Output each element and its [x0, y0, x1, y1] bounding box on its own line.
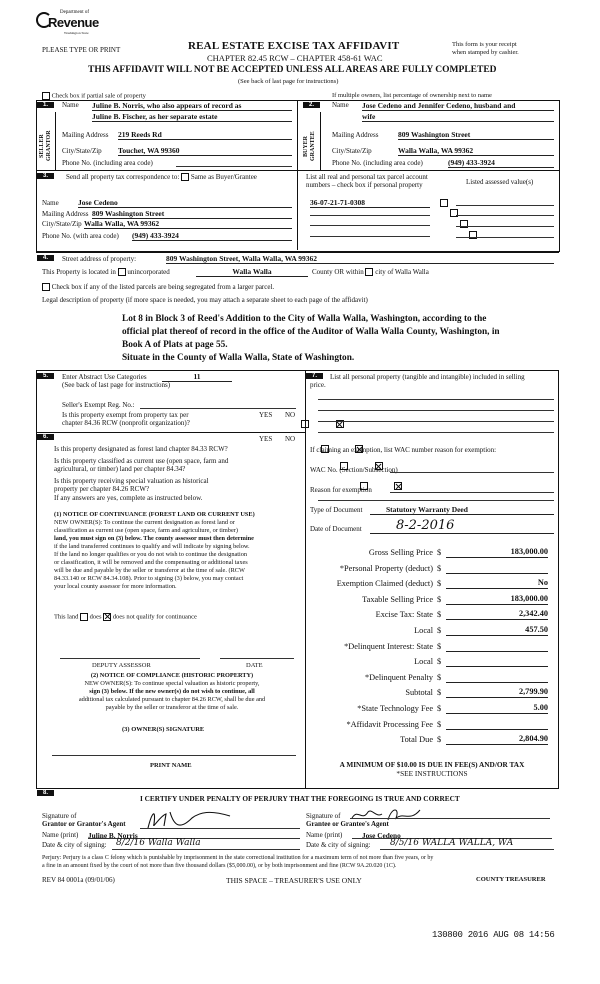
grantor-date-city: 8/2/16 Walla Walla: [116, 838, 201, 848]
legal-description: Lot 8 in Block 3 of Reed's Addition to the City of Walla Walla, Washington, according to the official plat thereof of record in the office of the Auditor of Walla Walla County, Washington, in Book A of Plats at page 55. Situate in the County of Walla Walla, State of Washington.: [122, 314, 500, 363]
tax-row-currency: $: [437, 641, 442, 651]
tax-row-value: 183,000.00: [446, 594, 548, 605]
parcel-2-personal-checkbox[interactable]: [450, 209, 458, 217]
form-number: REV 84 0001a (09/01/06): [42, 876, 115, 884]
grantee-date-city: 8/5/16 WALLA WALLA, WA: [390, 838, 514, 848]
section-6-number: 6.: [37, 434, 54, 440]
tax-row-value: [446, 563, 548, 574]
tax-row-value: No: [446, 578, 548, 589]
tax-row-value: 2,804.90: [446, 734, 548, 745]
tax-row-currency: $: [437, 703, 442, 713]
tax-row-value: [446, 719, 548, 730]
tax-row-label: Exemption Claimed (deduct): [336, 579, 433, 589]
tax-row-currency: $: [437, 625, 442, 635]
parcel-number: 36-07-21-71-0308: [310, 198, 430, 208]
tax-row: [306, 546, 556, 562]
nonprofit-yes-checkbox[interactable]: [301, 420, 309, 428]
tax-row-currency: $: [437, 719, 442, 729]
seller-side-label: SELLER GRANTOR: [39, 130, 52, 162]
tax-row-label: Gross Selling Price: [368, 548, 433, 557]
corr-phone: (949) 433-3924: [132, 231, 292, 241]
tax-row-currency: $: [437, 563, 442, 573]
section-5-number: 5.: [37, 373, 54, 379]
tax-row-currency: $: [437, 657, 442, 667]
grantee-signature: [348, 804, 428, 826]
document-date: 8-2-2016: [370, 518, 554, 534]
partial-sale-checkbox[interactable]: [42, 92, 50, 100]
tax-row-label: Subtotal: [405, 688, 433, 698]
tax-row: [306, 562, 556, 578]
tax-row-currency: $: [437, 579, 442, 589]
property-county: Walla Walla: [196, 267, 308, 277]
tax-row-label: *Delinquent Penalty: [365, 672, 433, 682]
section-7-number: 7.: [306, 373, 323, 379]
grantor-printed-name: Juline B. Norris: [88, 831, 138, 840]
tax-row-label: *Affidavit Processing Fee: [346, 719, 433, 729]
tax-row-value: 5.00: [446, 703, 548, 714]
perjury-notice: Perjury: Perjury is a class C felony which is punishable by imprisonment in the state correctional institution for a maximum term of not more than five years, or by a fine in an amount fixed by the court of not more than five thousand dollars ($5,000.00), or by both imprisonment and fine (RCW 9A.20.020 (1C).: [42, 855, 434, 869]
does-not-qualify-checkbox[interactable]: [103, 613, 111, 621]
tax-row-value: [446, 672, 548, 683]
seller-mailing: 219 Reeds Rd: [118, 130, 292, 140]
corr-city: Walla Walla, WA 99362: [84, 219, 292, 229]
buyer-phone: (949) 433-3924: [448, 158, 554, 168]
tax-row: [306, 593, 556, 609]
tax-row-value: [446, 641, 548, 652]
tax-row-value: 457.50: [446, 625, 548, 636]
tax-row-currency: $: [437, 610, 442, 620]
property-street: 809 Washington Street, Walla Walla, WA 99362: [166, 254, 554, 264]
tax-row-value: 2,342.40: [446, 609, 548, 620]
grantee-printed-name: Jose Cedeno: [362, 831, 401, 840]
section-4-number: 4.: [37, 255, 54, 261]
dor-logo: Department of Revenue Washington State: [36, 10, 96, 40]
tax-row-value: 183,000.00: [446, 547, 548, 558]
tax-row: [306, 686, 556, 702]
tax-row: [306, 702, 556, 718]
tax-row-currency: $: [437, 594, 442, 604]
chapter-line: CHAPTER 82.45 RCW – CHAPTER 458-61 WAC: [207, 53, 383, 63]
tax-row-value: 2,799.90: [446, 687, 548, 698]
tax-row-label: *Delinquent Interest: State: [344, 641, 433, 651]
abstract-use-category: 11: [162, 372, 232, 382]
tax-row: [306, 671, 556, 687]
tax-row: [306, 733, 556, 749]
tax-row-label: Taxable Selling Price: [362, 594, 433, 604]
seller-name: Juline B. Norris, who also appears of record as: [92, 101, 292, 111]
corr-name: Jose Cedeno: [78, 198, 292, 208]
section-3-number: 3.: [37, 173, 54, 179]
corr-mailing: 809 Washington Street: [92, 209, 292, 219]
parcel-3-personal-checkbox[interactable]: [460, 220, 468, 228]
buyer-side-label: BUYER GRANTEE: [303, 131, 316, 161]
buyer-name: Jose Cedeno and Jennifer Cedeno, husband and: [362, 101, 554, 111]
same-as-buyer-checkbox[interactable]: [181, 173, 189, 181]
tax-row-label: Local: [414, 657, 433, 667]
tax-row-label: Local: [414, 625, 433, 635]
does-qualify-checkbox[interactable]: [80, 613, 88, 621]
tax-row-label: Total Due: [400, 735, 433, 745]
warning: THIS AFFIDAVIT WILL NOT BE ACCEPTED UNLESS ALL AREAS ARE FULLY COMPLETED: [88, 65, 497, 75]
tax-row: [306, 655, 556, 671]
within-city-checkbox[interactable]: [365, 268, 373, 276]
tax-row-label: Excise Tax: State: [375, 610, 433, 620]
tax-row-currency: $: [437, 548, 442, 557]
parcel-4-personal-checkbox[interactable]: [469, 231, 477, 239]
segregated-checkbox[interactable]: [42, 283, 50, 291]
historic-no-checkbox[interactable]: [394, 482, 402, 490]
recording-stamp: 130800 2016 AUG 08 14:56: [432, 930, 555, 940]
tax-row: [306, 624, 556, 640]
tax-row: [306, 577, 556, 593]
tax-row-label: *Personal Property (deduct): [339, 563, 433, 573]
notice-of-continuance: (1) NOTICE OF CONTINUANCE (FOREST LAND OR CURRENT USE) NEW OWNER(S): To continue the current designation as forest land or classification as current use (open space, farm and agriculture, or timber) land, you must sign on (3) below. The county assessor must then determine if the land transferred continues to qualify and will indicate by signing below. If the land no longer qualifies or you do not wish to continue the designation or classification, it will be removed and the compensating or additional taxes will be due and payable by the seller or transferor at the time of sale. (RCW 84.33.140 or RCW 84.34.108). Prior to signing (3) below, you may contact your local county assessor for more information.: [54, 511, 255, 590]
notice-of-compliance: (2) NOTICE OF COMPLIANCE (HISTORIC PROPERTY) NEW OWNER(S): To continue special valuation as historic property, sign (3) below. If the new owner(s) do not wish to continue, all additional tax calculated pursuant to chapter 84.26 RCW, shall be due and payable by the seller or transferor at the time of sale.: [78, 672, 266, 711]
tax-row-currency: $: [437, 672, 442, 682]
parcel-1-personal-checkbox[interactable]: [440, 199, 448, 207]
page-title: REAL ESTATE EXCISE TAX AFFIDAVIT: [188, 40, 400, 52]
tax-row: [306, 608, 556, 624]
tax-row-currency: $: [437, 688, 442, 698]
document-type: Statutory Warranty Deed: [370, 505, 554, 515]
tax-row: [306, 640, 556, 656]
buyer-city: Walla Walla, WA 99362: [398, 146, 554, 156]
print-note: PLEASE TYPE OR PRINT: [42, 46, 121, 54]
tax-table: [306, 546, 556, 749]
tax-row-value: [446, 656, 548, 667]
buyer-mailing: 809 Washington Street: [398, 130, 554, 140]
unincorporated-checkbox[interactable]: [118, 268, 126, 276]
tax-row-currency: $: [437, 735, 442, 745]
tax-row: [306, 718, 556, 734]
tax-row-label: *State Technology Fee: [357, 703, 433, 713]
seller-city: Touchet, WA 99360: [118, 146, 292, 156]
section-8-number: 8.: [37, 790, 54, 796]
section-1-number: 1.: [37, 102, 54, 108]
section-2-number: 2.: [303, 102, 320, 108]
